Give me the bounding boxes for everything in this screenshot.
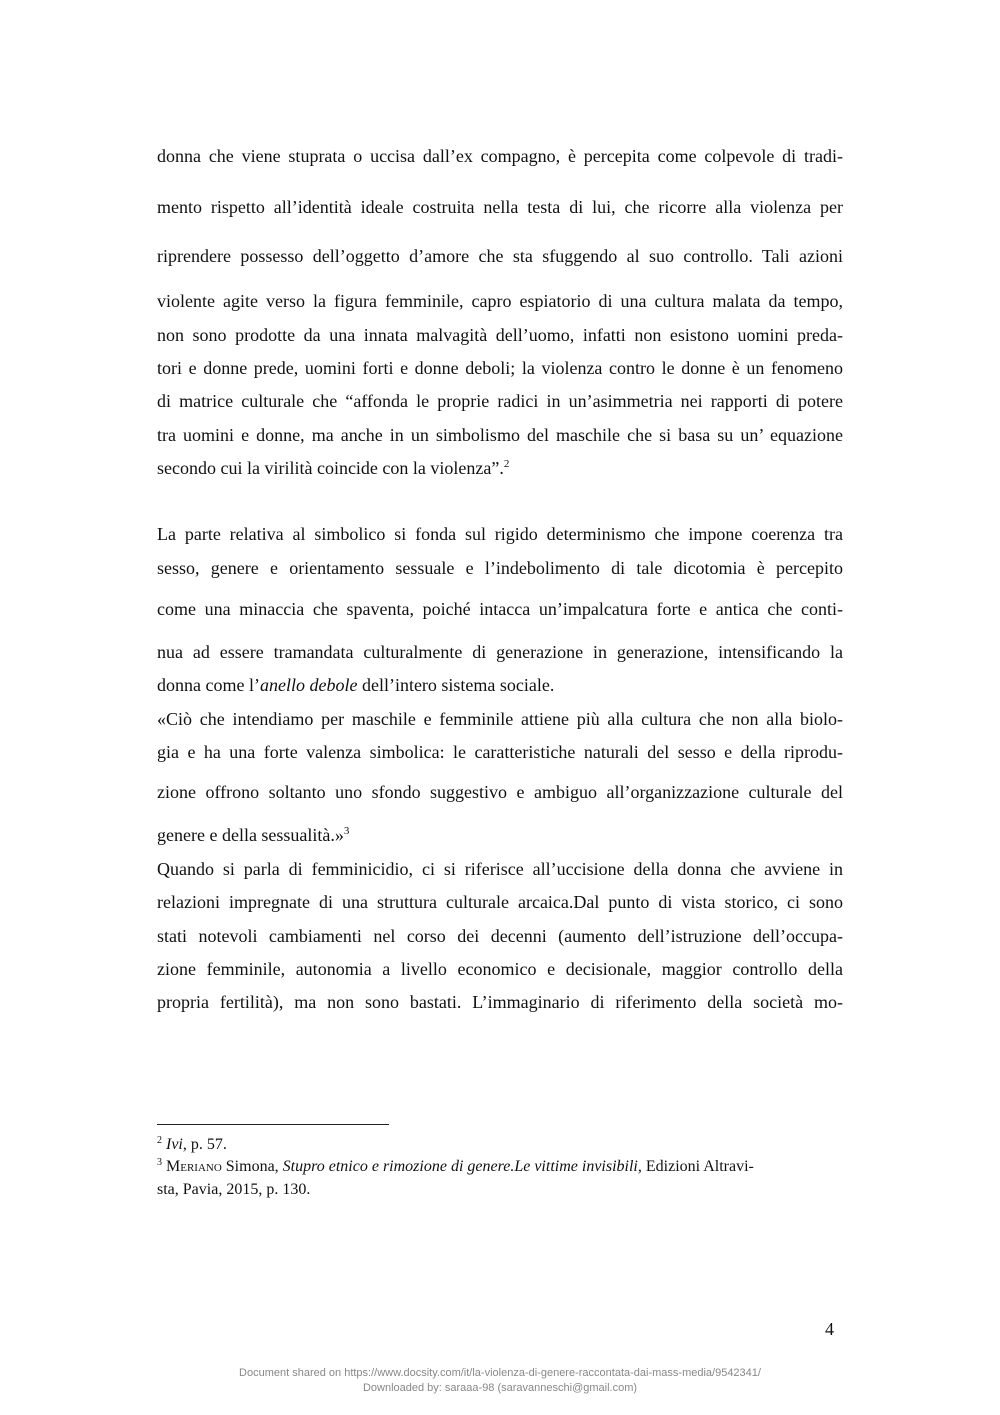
body-line: donna che viene stuprata o uccisa dall’ex compagno, è percepita come colpevole di tradi- xyxy=(157,146,843,166)
quote-line: zione offrono soltanto uno sfondo suggestivo e ambiguo all’organizzazione culturale del xyxy=(157,782,843,802)
body-line: Quando si parla di femminicidio, ci si riferisce all’uccisione della donna che avviene in xyxy=(157,859,843,879)
body-line: tori e donne prede, uomini forti e donne deboli; la violenza contro le donne è un fenomeno xyxy=(157,358,843,378)
body-line: nua ad essere tramandata culturalmente di generazione in generazione, intensificando la xyxy=(157,642,843,662)
body-line: di matrice culturale che “affonda le proprie radici in un’asimmetria nei rapporti di potere xyxy=(157,391,843,411)
quote-line: «Ciò che intendiamo per maschile e femminile attiene più alla cultura che non alla biolo- xyxy=(157,709,843,729)
docsity-shared-url: Document shared on https://www.docsity.com/it/la-violenza-di-genere-raccontata-dai-mass-media/9542341/ xyxy=(239,1367,761,1379)
body-line: non sono prodotte da una innata malvagità dell’uomo, infatti non esistono uomini preda- xyxy=(157,325,843,345)
footnote-separator xyxy=(157,1124,389,1125)
footnote-ref: 2 xyxy=(503,458,510,470)
body-line: donna come l’anello debole dell’intero sistema sociale. xyxy=(157,675,555,695)
body-line: secondo cui la virilità coincide con la violenza”.$^2$ xyxy=(157,458,510,478)
body-line: riprendere possesso dell’oggetto d’amore che sta sfuggendo al suo controllo. Tali azioni xyxy=(157,246,843,266)
body-line: mento rispetto all’identità ideale costruita nella testa di lui, che ricorre alla violenza per xyxy=(157,197,843,217)
body-line: sesso, genere e orientamento sessuale e l’indebolimento di tale dicotomia è percepito xyxy=(157,558,843,578)
body-line: propria fertilità), ma non sono bastati. L’immaginario di riferimento della società mo- xyxy=(157,992,843,1012)
docsity-downloaded-by: Downloaded by: saraaa-98 (saravanneschi@gmail.com) xyxy=(362,1382,638,1394)
footnote-3-continued: sta, Pavia, 2015, p. 130. xyxy=(157,1181,311,1198)
emphasis: anello debole xyxy=(259,675,358,695)
page-number: 4 xyxy=(825,1319,834,1339)
body-line: tra uomini e donne, ma anche in un simbolismo del maschile che si basa su un’ equazione xyxy=(157,425,843,445)
body-line: relazioni impregnate di una struttura culturale arcaica.Dal punto di vista storico, ci sono xyxy=(157,892,843,912)
body-line: stati notevoli cambiamenti nel corso dei decenni (aumento dell’istruzione dell’occupa- xyxy=(157,926,843,946)
footnote-ref: 3 xyxy=(343,825,350,837)
body-line: violente agite verso la figura femminile, capro espiatorio di una cultura malata da tempo, xyxy=(157,291,843,311)
body-line: La parte relativa al simbolico si fonda sul rigido determinismo che impone coerenza tra xyxy=(157,524,843,544)
footnote-3: $^3$ Meriano Simona, Stupro etnico e rimozione di genere.Le vittime invisibili, Edizioni Altravi- xyxy=(157,1157,754,1175)
body-line: come una minaccia che spaventa, poiché intacca un’impalcatura forte e antica che conti- xyxy=(157,599,843,619)
quote-line: genere e della sessualità.»$^3$ xyxy=(157,825,350,845)
quote-line: gia e ha una forte valenza simbolica: le caratteristiche naturali del sesso e della riprodu- xyxy=(157,742,843,762)
body-line: zione femminile, autonomia a livello economico e decisionale, maggior controllo della xyxy=(157,959,843,979)
footnote-2: $^2$ Ivi, p. 57. xyxy=(157,1135,227,1153)
